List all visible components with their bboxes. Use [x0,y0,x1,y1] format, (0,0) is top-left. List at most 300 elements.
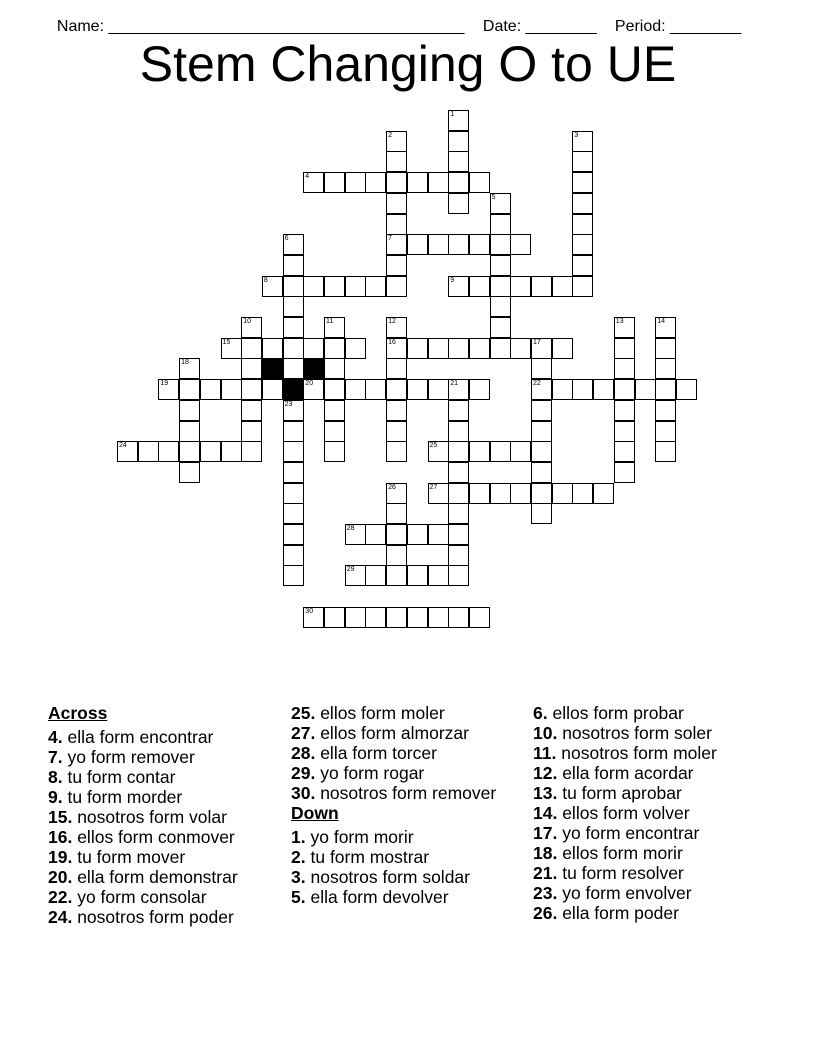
grid-cell[interactable] [572,214,593,235]
grid-cell[interactable] [365,379,386,400]
clue-number: 9 [450,276,455,284]
clue-down-13 [533,783,773,803]
grid-cell[interactable] [386,131,407,152]
clue-number: 14. [533,803,558,823]
grid-cell[interactable] [324,338,345,359]
clue-number: 22. [48,887,73,907]
clue-number: 7. [48,747,63,767]
grid-cell[interactable] [490,214,511,235]
grid-cell[interactable] [386,172,407,193]
clue-number: 14 [657,318,665,325]
grid-cell[interactable] [531,503,552,524]
grid-cell[interactable] [572,193,593,214]
grid-cell[interactable] [572,234,593,255]
down-heading: Down [291,803,339,823]
grid-cell[interactable] [303,338,324,359]
clue-down-2 [291,847,521,867]
grid-cell[interactable] [448,193,469,214]
clue-down-10 [533,723,773,743]
grid-cell[interactable] [448,565,469,586]
clue-down-26 [533,903,773,923]
period-label: Period: ________ [614,18,742,35]
grid-cell[interactable] [283,296,304,317]
clue-text: ella form demonstrar [77,867,238,887]
grid-cell[interactable] [179,400,200,421]
grid-cell[interactable] [469,338,490,359]
clue-number: 9. [48,787,63,807]
grid-cell[interactable] [490,483,511,504]
clue-number: 16 [388,338,396,346]
clue-number: 15 [222,338,231,346]
clue-across-28 [291,743,521,763]
grid-cell[interactable] [365,172,386,193]
clue-column-2 [291,703,521,907]
clue-down-11 [533,743,773,763]
grid-cell[interactable] [490,441,511,462]
grid-cell[interactable] [448,421,469,442]
grid-cell[interactable] [469,441,490,462]
grid-cell[interactable] [531,421,552,442]
clue-number: 4. [48,727,63,747]
grid-cell[interactable] [386,358,407,379]
grid-cell[interactable] [241,400,262,421]
clue-column-3 [533,703,773,923]
clue-number: 2 [388,131,392,139]
clue-text: yo form encontrar [562,823,700,843]
grid-cell[interactable] [386,421,407,442]
clue-number: 27 [429,483,438,491]
clue-number: 7 [388,235,392,243]
clue-number: 24. [48,907,73,927]
grid-cell[interactable] [572,379,593,400]
grid-cell[interactable] [241,338,262,359]
grid-cell[interactable] [345,172,366,193]
grid-cell[interactable] [655,317,676,338]
grid-cell[interactable] [283,338,304,359]
clue-list [533,703,773,923]
clue-number: 29 [346,566,355,574]
grid-cell[interactable] [138,441,159,462]
clue-text: ellos form volver [562,803,690,823]
grid-cell[interactable] [386,400,407,421]
clue-across-15 [48,807,280,827]
grid-cell[interactable] [345,379,366,400]
clue-number: 17 [533,338,541,346]
grid-cell[interactable] [448,379,469,400]
clue-number: 18. [533,843,558,863]
grid-cell[interactable] [283,503,304,524]
clue-number: 3. [291,867,306,887]
grid-cell[interactable] [448,524,469,545]
clue-number: 23. [533,883,558,903]
grid-cell[interactable] [448,462,469,483]
clue-number: 24 [119,442,127,450]
grid-cell[interactable] [572,483,593,504]
grid-cell[interactable] [448,131,469,152]
clue-number: 29. [291,763,316,783]
clue-text: nosotros form moler [561,743,717,763]
grid-cell[interactable] [158,441,179,462]
grid-cell[interactable] [448,483,469,504]
across-heading: Across [48,703,108,723]
grid-cell[interactable] [386,524,407,545]
clue-across-29 [291,763,521,783]
grid-cell[interactable] [614,379,635,400]
grid-cell[interactable] [386,483,407,504]
clue-down-5 [291,887,521,907]
clue-number: 6 [284,235,289,243]
clue-number: 11 [326,318,334,325]
clue-number: 5 [491,193,496,201]
clue-down-23 [533,883,773,903]
clue-number: 10. [533,723,558,743]
grid-cell[interactable] [448,441,469,462]
grid-cell[interactable] [614,317,635,338]
grid-cell[interactable] [283,234,304,255]
grid-cell[interactable] [407,379,428,400]
clue-across-19 [48,847,280,867]
grid-cell[interactable] [531,338,552,359]
clue-across-7 [48,747,280,767]
grid-cell[interactable] [448,234,469,255]
grid-cell[interactable] [262,338,283,359]
black-square [262,358,283,379]
grid-cell[interactable] [386,255,407,276]
grid-cell[interactable] [241,421,262,442]
grid-cell[interactable] [407,565,428,586]
grid-cell[interactable] [386,545,407,566]
grid-cell[interactable] [283,441,304,462]
grid-cell[interactable] [386,317,407,338]
grid-cell[interactable] [386,151,407,172]
grid-cell[interactable] [531,358,552,379]
grid-cell[interactable] [428,607,449,628]
grid-cell[interactable] [324,379,345,400]
grid-cell[interactable] [262,276,283,297]
grid-cell[interactable] [469,607,490,628]
grid-cell[interactable] [448,400,469,421]
grid-cell[interactable] [407,172,428,193]
grid-cell[interactable] [428,524,449,545]
grid-cell[interactable] [552,379,573,400]
grid-cell[interactable] [510,483,531,504]
clue-number: 1. [291,827,306,847]
grid-cell[interactable] [490,276,511,297]
clue-text: yo form consolar [77,887,207,907]
clue-column-1 [48,703,280,927]
grid-cell[interactable] [345,338,366,359]
grid-cell[interactable] [386,441,407,462]
clue-number: 2. [291,847,306,867]
clue-across-25 [291,703,521,723]
grid-cell[interactable] [614,421,635,442]
grid-cell[interactable] [614,441,635,462]
grid-cell[interactable] [283,276,304,297]
grid-cell[interactable] [531,462,552,483]
clue-text: yo form morir [310,827,414,847]
clue-number: 12. [533,763,558,783]
clue-number: 28. [291,743,316,763]
grid-cell[interactable] [407,524,428,545]
grid-cell[interactable] [428,441,449,462]
grid-cell[interactable] [303,379,324,400]
grid-cell[interactable] [614,358,635,379]
grid-cell[interactable] [490,255,511,276]
clue-number: 3 [574,131,579,139]
grid-cell[interactable] [490,317,511,338]
grid-cell[interactable] [303,172,324,193]
grid-cell[interactable] [490,296,511,317]
grid-cell[interactable] [324,607,345,628]
grid-cell[interactable] [283,317,304,338]
grid-cell[interactable] [531,379,552,400]
grid-cell[interactable] [676,379,697,400]
grid-cell[interactable] [241,441,262,462]
grid-cell[interactable] [407,607,428,628]
grid-cell[interactable] [386,193,407,214]
grid-cell[interactable] [283,400,304,421]
grid-cell[interactable] [386,565,407,586]
grid-cell[interactable] [448,338,469,359]
grid-cell[interactable] [283,421,304,442]
clue-across-8 [48,767,280,787]
grid-cell[interactable] [448,276,469,297]
grid-cell[interactable] [531,276,552,297]
clue-number: 6. [533,703,548,723]
clue-number: 5. [291,887,306,907]
grid-cell[interactable] [345,276,366,297]
grid-cell[interactable] [345,607,366,628]
clue-number: 30 [305,607,314,615]
clue-number: 21. [533,863,558,883]
grid-cell[interactable] [324,441,345,462]
grid-cell[interactable] [448,172,469,193]
grid-cell[interactable] [262,379,283,400]
grid-cell[interactable] [448,545,469,566]
clue-number: 8. [48,767,63,787]
clue-text: ella form poder [562,903,679,923]
grid-cell[interactable] [221,441,242,462]
grid-cell[interactable] [428,565,449,586]
clue-text: yo form remover [67,747,195,767]
clue-text: ella form acordar [562,763,694,783]
grid-cell[interactable] [572,172,593,193]
clue-text: ellos form conmover [77,827,235,847]
grid-cell[interactable] [572,131,593,152]
name-label: Name: ________________________________________ [56,18,465,35]
grid-cell[interactable] [241,358,262,379]
grid-cell[interactable] [386,503,407,524]
grid-cell[interactable] [200,441,221,462]
grid-cell[interactable] [510,276,531,297]
grid-cell[interactable] [510,338,531,359]
grid-cell[interactable] [200,379,221,400]
clue-text: tu form resolver [562,863,684,883]
clue-number: 25. [291,703,316,723]
date-label: Date: ________ [482,18,597,35]
grid-cell[interactable] [324,358,345,379]
grid-cell[interactable] [386,214,407,235]
grid-cell[interactable] [552,276,573,297]
clue-number: 4 [305,173,310,181]
clue-number: 20 [305,380,314,388]
grid-cell[interactable] [179,421,200,442]
grid-cell[interactable] [572,276,593,297]
grid-cell[interactable] [635,379,656,400]
grid-cell[interactable] [283,483,304,504]
grid-cell[interactable] [303,607,324,628]
grid-cell[interactable] [283,255,304,276]
grid-cell[interactable] [510,441,531,462]
clue-text: ellos form moler [320,703,445,723]
grid-cell[interactable] [490,234,511,255]
clue-number: 20. [48,867,73,887]
grid-cell[interactable] [490,338,511,359]
grid-cell[interactable] [655,379,676,400]
clue-text: nosotros form soldar [310,867,470,887]
grid-cell[interactable] [345,565,366,586]
grid-cell[interactable] [469,172,490,193]
grid-cell[interactable] [552,483,573,504]
clue-text: tu form aprobar [562,783,682,803]
clue-text: ellos form morir [562,843,683,863]
clue-number: 25 [429,442,438,450]
clue-across-27 [291,723,521,743]
grid-cell[interactable] [241,379,262,400]
clue-list [291,703,521,803]
grid-cell[interactable] [324,172,345,193]
grid-cell[interactable] [469,234,490,255]
grid-cell[interactable] [283,524,304,545]
clue-number: 16. [48,827,73,847]
grid-cell[interactable] [531,441,552,462]
grid-cell[interactable] [283,565,304,586]
grid-cell[interactable] [365,565,386,586]
grid-cell[interactable] [469,379,490,400]
page-title: Stem Changing O to UE [139,36,677,92]
grid-cell[interactable] [448,607,469,628]
clue-number: 28 [346,525,355,532]
clue-number: 15. [48,807,73,827]
grid-cell[interactable] [241,317,262,338]
grid-cell[interactable] [179,462,200,483]
clue-down-17 [533,823,773,843]
grid-cell[interactable] [428,338,449,359]
grid-cell[interactable] [469,276,490,297]
clue-down-12 [533,763,773,783]
grid-cell[interactable] [179,379,200,400]
clue-number: 18 [181,359,189,367]
grid-cell[interactable] [655,400,676,421]
black-square [303,358,324,379]
clue-list [48,727,280,927]
clue-number: 17. [533,823,558,843]
grid-cell[interactable] [324,276,345,297]
clue-number: 10 [243,318,251,325]
grid-cell[interactable] [345,524,366,545]
clue-number: 19. [48,847,73,867]
grid-cell[interactable] [365,524,386,545]
grid-cell[interactable] [655,441,676,462]
grid-cell[interactable] [324,400,345,421]
grid-cell[interactable] [117,441,138,462]
grid-cell[interactable] [179,358,200,379]
clue-down-21 [533,863,773,883]
grid-cell[interactable] [283,462,304,483]
grid-cell[interactable] [303,276,324,297]
clue-down-18 [533,843,773,863]
clue-text: ellos form almorzar [320,723,469,743]
clue-down-14 [533,803,773,823]
grid-cell[interactable] [428,172,449,193]
grid-cell[interactable] [655,421,676,442]
grid-cell[interactable] [386,276,407,297]
clue-text: nosotros form volar [77,807,227,827]
clue-text: tu form contar [67,767,176,787]
clue-number: 26 [388,483,396,491]
grid-cell[interactable] [448,503,469,524]
grid-cell[interactable] [490,193,511,214]
grid-cell[interactable] [593,483,614,504]
grid-cell[interactable] [324,317,345,338]
grid-cell[interactable] [572,151,593,172]
grid-cell[interactable] [386,234,407,255]
clue-number: 1 [450,111,455,118]
clue-across-9 [48,787,280,807]
grid-cell[interactable] [428,234,449,255]
grid-cell[interactable] [158,379,179,400]
grid-cell[interactable] [407,338,428,359]
clue-number: 11. [533,743,557,763]
grid-cell[interactable] [365,607,386,628]
grid-cell[interactable] [428,379,449,400]
grid-cell[interactable] [283,358,304,379]
grid-cell[interactable] [221,379,242,400]
grid-cell[interactable] [407,234,428,255]
grid-cell[interactable] [614,400,635,421]
clue-text: yo form rogar [320,763,425,783]
clue-across-16 [48,827,280,847]
black-square [283,379,304,400]
grid-cell[interactable] [386,338,407,359]
grid-cell[interactable] [283,545,304,566]
clue-across-22 [48,887,280,907]
grid-cell[interactable] [386,379,407,400]
grid-cell[interactable] [614,338,635,359]
clue-down-1 [291,827,521,847]
grid-cell[interactable] [593,379,614,400]
grid-cell[interactable] [448,110,469,131]
grid-cell[interactable] [614,462,635,483]
grid-cell[interactable] [324,421,345,442]
grid-cell[interactable] [655,338,676,359]
grid-cell[interactable] [221,338,242,359]
grid-cell[interactable] [469,483,490,504]
grid-cell[interactable] [572,255,593,276]
grid-cell[interactable] [428,483,449,504]
grid-cell[interactable] [386,607,407,628]
grid-cell[interactable] [510,234,531,255]
clue-text: ella form torcer [320,743,437,763]
grid-cell[interactable] [179,441,200,462]
clue-number: 13 [615,318,624,325]
grid-cell[interactable] [365,276,386,297]
grid-cell[interactable] [531,400,552,421]
grid-cell[interactable] [655,358,676,379]
grid-cell[interactable] [552,338,573,359]
grid-cell[interactable] [448,151,469,172]
grid-cell[interactable] [531,483,552,504]
